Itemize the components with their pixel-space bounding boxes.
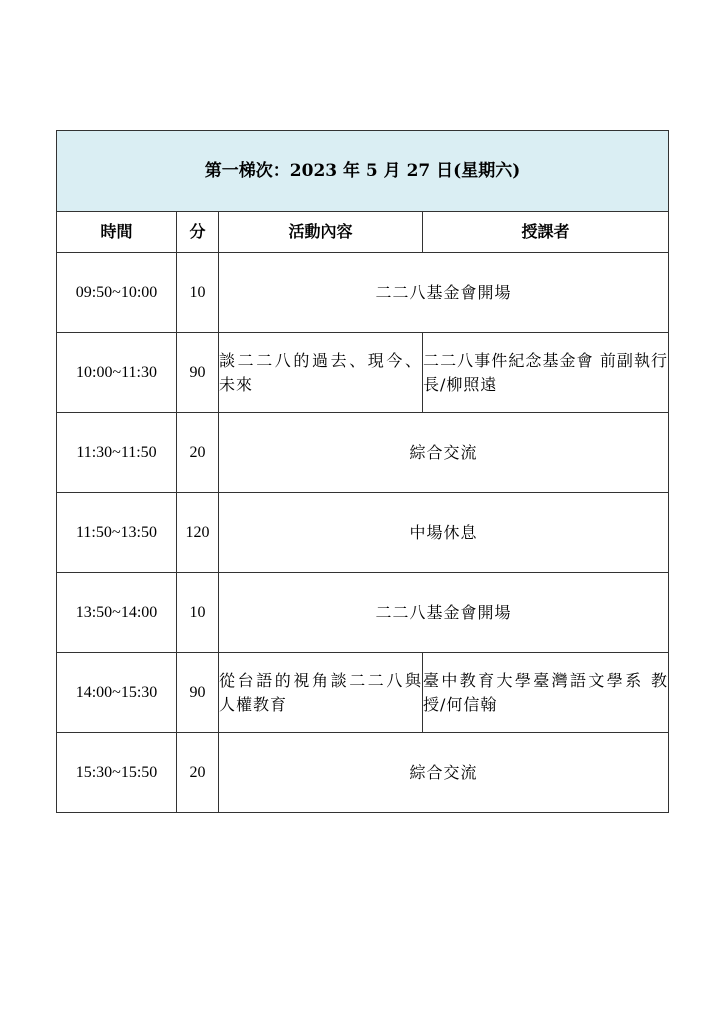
schedule-table: [56, 130, 669, 813]
table-row: [57, 253, 669, 333]
content-cell: 從台語的視角談二二八與人權教育: [219, 653, 423, 733]
time-cell: 14:00~15:30: [57, 653, 177, 733]
minutes-cell: 20: [177, 413, 219, 493]
title-row: [57, 131, 669, 212]
minutes-cell: 10: [177, 253, 219, 333]
time-cell: 11:50~13:50: [57, 493, 177, 573]
session-title: 第一梯次：2023 年 5 月 27 日(星期六): [57, 131, 669, 212]
activity-cell: 二二八基金會開場: [219, 253, 669, 333]
header-content: 活動內容: [219, 212, 423, 253]
minutes-cell: 90: [177, 653, 219, 733]
header-time: 時間: [57, 212, 177, 253]
minutes-cell: 20: [177, 733, 219, 813]
speaker-cell: 二二八事件紀念基金會 前副執行長/柳照遠: [423, 333, 669, 413]
table-row: [57, 733, 669, 813]
table-row: [57, 493, 669, 573]
minutes-cell: 120: [177, 493, 219, 573]
minutes-cell: 10: [177, 573, 219, 653]
time-cell: 11:30~11:50: [57, 413, 177, 493]
activity-cell: 綜合交流: [219, 733, 669, 813]
table-row: [57, 413, 669, 493]
minutes-cell: 90: [177, 333, 219, 413]
content-cell: 談二二八的過去、現今、未來: [219, 333, 423, 413]
speaker-cell: 臺中教育大學臺灣語文學系 教授/何信翰: [423, 653, 669, 733]
time-cell: 10:00~11:30: [57, 333, 177, 413]
time-cell: 09:50~10:00: [57, 253, 177, 333]
table-row: [57, 333, 669, 413]
header-row: [57, 212, 669, 253]
time-cell: 13:50~14:00: [57, 573, 177, 653]
time-cell: 15:30~15:50: [57, 733, 177, 813]
activity-cell: 二二八基金會開場: [219, 573, 669, 653]
table-row: [57, 573, 669, 653]
activity-cell: 綜合交流: [219, 413, 669, 493]
header-speaker: 授課者: [423, 212, 669, 253]
activity-cell: 中場休息: [219, 493, 669, 573]
table-row: [57, 653, 669, 733]
header-minutes: 分: [177, 212, 219, 253]
